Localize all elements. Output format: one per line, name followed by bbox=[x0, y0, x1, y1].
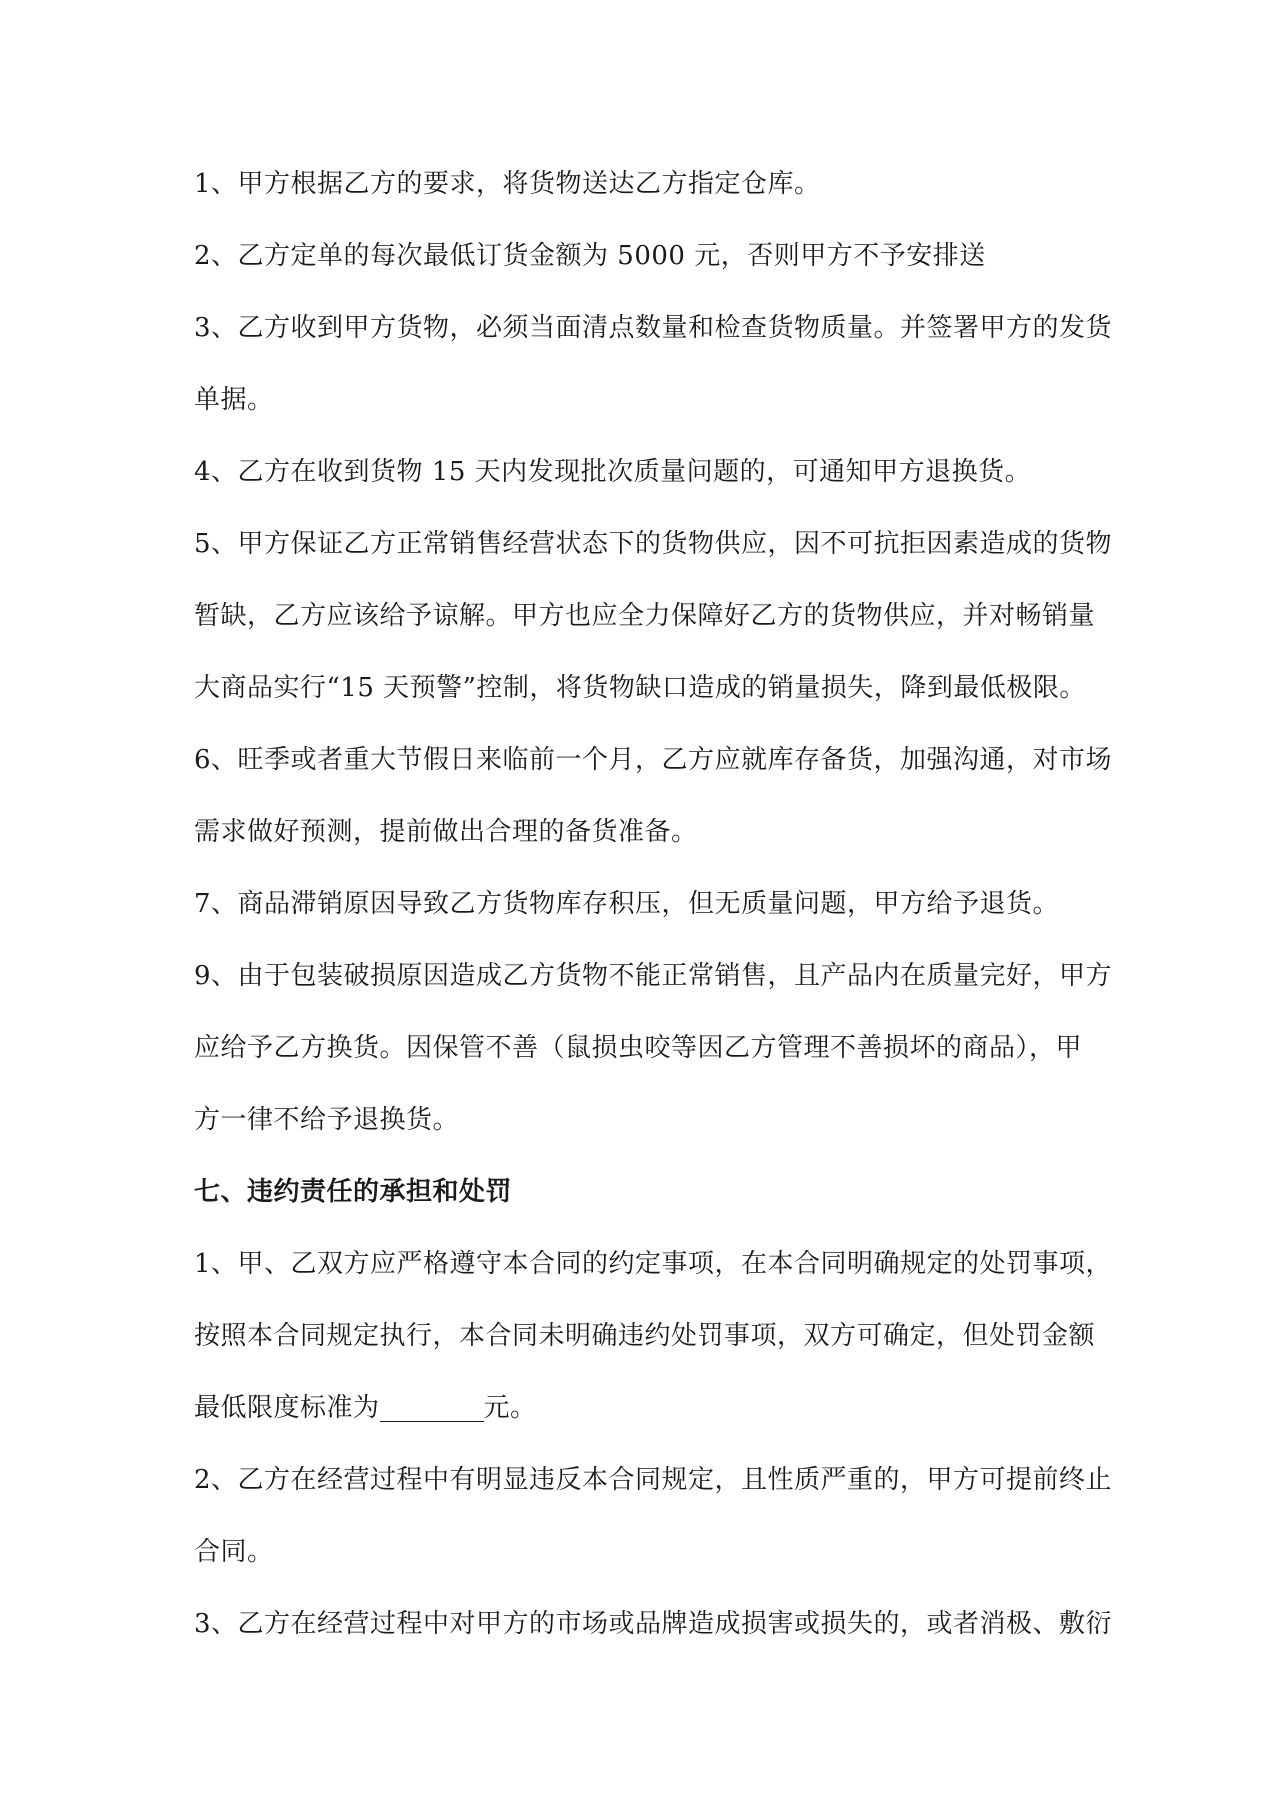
clause-line: 7、商品滞销原因导致乙方货物库存积压，但无质量问题，甲方给予退货。 bbox=[194, 889, 1060, 919]
clause-line: 1、甲、乙双方应严格遵守本合同的约定事项，在本合同明确规定的处罚事项， bbox=[194, 1249, 1113, 1279]
fill-in-line bbox=[194, 1372, 1094, 1444]
document-body bbox=[194, 148, 1113, 1660]
clause-line: 单据。 bbox=[194, 385, 274, 415]
clause-line: 2、乙方定单的每次最低订货金额为 5000 元，否则甲方不予安排送 bbox=[194, 241, 986, 271]
clause-line: 4、乙方在收到货物 15 天内发现批次质量问题的，可通知甲方退换货。 bbox=[194, 457, 1032, 487]
clause-line: 6、旺季或者重大节假日来临前一个月，乙方应就库存备货，加强沟通，对市场 bbox=[194, 745, 1113, 775]
clause-line: 按照本合同规定执行，本合同未明确违约处罚事项，双方可确定，但处罚金额 bbox=[194, 1321, 1096, 1351]
fill-in-suffix: 元。 bbox=[483, 1393, 537, 1423]
clause-line: 5、甲方保证乙方正常销售经营状态下的货物供应，因不可抗拒因素造成的货物 bbox=[194, 529, 1113, 559]
clause-line: 9、由于包装破损原因造成乙方货物不能正常销售，且产品内在质量完好，甲方 bbox=[194, 961, 1113, 991]
fill-in-prefix: 最低限度标准为 bbox=[194, 1393, 380, 1423]
clause-line: 应给予乙方换货。因保管不善（鼠损虫咬等因乙方管理不善损坏的商品），甲 bbox=[194, 1033, 1083, 1063]
section-heading: 七、违约责任的承担和处罚 bbox=[194, 1177, 513, 1207]
clause-line: 需求做好预测，提前做出合理的备货准备。 bbox=[194, 817, 698, 847]
clause-line: 3、乙方收到甲方货物，必须当面清点数量和检查货物质量。并签署甲方的发货 bbox=[194, 313, 1113, 343]
clause-line: 3、乙方在经营过程中对甲方的市场或品牌造成损害或损失的，或者消极、敷衍 bbox=[194, 1609, 1113, 1639]
clause-line: 1、甲方根据乙方的要求，将货物送达乙方指定仓库。 bbox=[194, 169, 821, 199]
clause-line: 大商品实行“15 天预警”控制，将货物缺口造成的销量损失，降到最低极限。 bbox=[194, 673, 1086, 703]
clause-line: 合同。 bbox=[194, 1537, 274, 1567]
clause-line: 方一律不给予退换货。 bbox=[194, 1105, 460, 1135]
clause-line: 暂缺，乙方应该给予谅解。甲方也应全力保障好乙方的货物供应，并对畅销量 bbox=[194, 601, 1096, 631]
amount-blank-field[interactable] bbox=[380, 1393, 484, 1422]
clause-line: 2、乙方在经营过程中有明显违反本合同规定，且性质严重的，甲方可提前终止 bbox=[194, 1465, 1113, 1495]
